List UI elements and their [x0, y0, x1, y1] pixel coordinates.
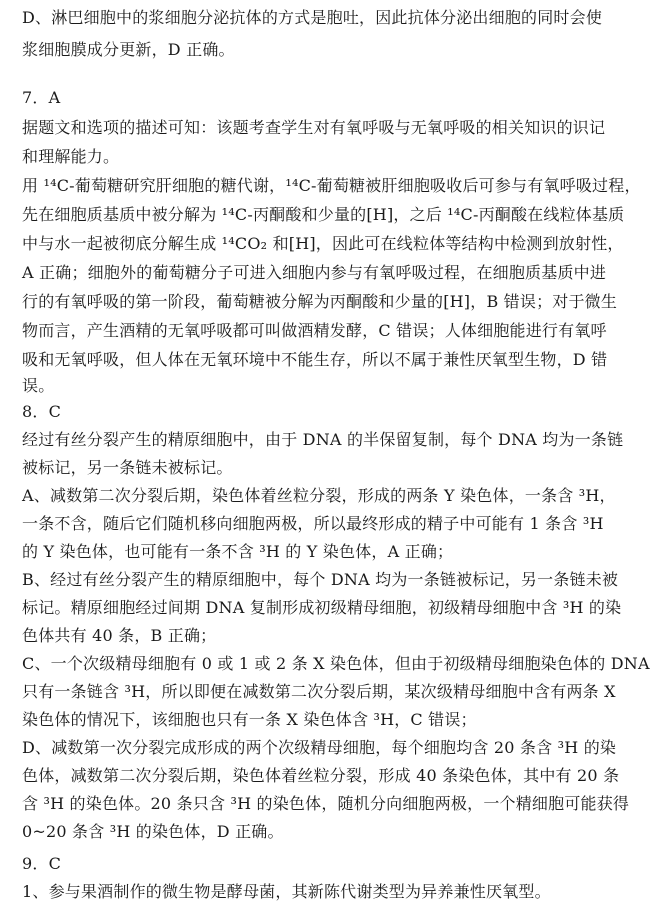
text-line: 中与水一起被彻底分解生成 ¹⁴CO₂ 和[H]，因此可在线粒体等结构中检测到放射性，: [22, 234, 624, 253]
answer-heading: 8．C: [22, 402, 62, 421]
text-line: 被标记，另一条链未被标记。: [22, 458, 233, 477]
text-line: 的 Y 染色体，也可能有一条不含 ³H 的 Y 染色体，A 正确；: [22, 542, 454, 561]
text-line: 据题文和选项的描述可知：该题考查学生对有氧呼吸与无氧呼吸的相关知识的识记: [22, 118, 606, 137]
text-line: 色体共有 40 条，B 正确；: [22, 626, 217, 645]
text-line: A 正确；细胞外的葡萄糖分子可进入细胞内参与有氧呼吸过程，在细胞质基质中进: [22, 263, 607, 282]
text-line: 误。: [22, 376, 55, 395]
text-line: 用 ¹⁴C-葡萄糖研究肝细胞的糖代谢，¹⁴C-葡萄糖被肝细胞吸收后可参与有氧呼吸过程，: [22, 176, 641, 195]
text-line: B、经过有丝分裂产生的精原细胞中，每个 DNA 均为一条链被标记，另一条链未被: [22, 570, 619, 589]
text-line: 吸和无氧呼吸，但人体在无氧环境中不能生存，所以不属于兼性厌氧型生物，D 错: [22, 350, 608, 369]
text-line: 经过有丝分裂产生的精原细胞中，由于 DNA 的半保留复制，每个 DNA 均为一条链: [22, 430, 624, 449]
text-line: 含 ³H 的染色体。20 条只含 ³H 的染色体，随机分向细胞两极，一个精细胞可能获得: [22, 794, 630, 813]
text-line: 一条不含，随后它们随机移向细胞两极，所以最终形成的精子中可能有 1 条含 ³H: [22, 514, 604, 533]
text-line: 和理解能力。: [22, 147, 120, 166]
text-line: 只有一条链含 ³H，所以即便在减数第二次分裂后期，某次级精母细胞中含有两条 X: [22, 682, 616, 701]
text-line: 0~20 条含 ³H 的染色体，D 正确。: [22, 822, 284, 841]
text-line: 浆细胞膜成分更新，D 正确。: [22, 40, 235, 59]
text-line: 行的有氧呼吸的第一阶段，葡萄糖被分解为丙酮酸和少量的[H]，B 错误；对于微生: [22, 292, 618, 311]
text-line: A、减数第二次分裂后期，染色体着丝粒分裂，形成的两条 Y 染色体，一条含 ³H，: [22, 486, 616, 505]
text-line: 染色体的情况下，该细胞也只有一条 X 染色体含 ³H，C 错误；: [22, 710, 477, 729]
text-line: D、淋巴细胞中的浆细胞分泌抗体的方式是胞吐，因此抗体分泌出细胞的同时会使: [22, 8, 603, 27]
text-line: 物而言，产生酒精的无氧呼吸都可叫做酒精发酵，C 错误；人体细胞能进行有氧呼: [22, 321, 607, 340]
answer-heading: 9．C: [22, 854, 62, 873]
text-line: 先在细胞质基质中被分解为 ¹⁴C-丙酮酸和少量的[H]，之后 ¹⁴C-丙酮酸在线粒体基质: [22, 205, 625, 224]
answer-heading: 7．A: [22, 88, 61, 107]
text-line: 色体，减数第二次分裂后期，染色体着丝粒分裂，形成 40 条染色体，其中有 20 条: [22, 766, 620, 785]
text-line: 1、参与果酒制作的微生物是酵母菌，其新陈代谢类型为异养兼性厌氧型。: [22, 882, 551, 901]
text-line: 标记。精原细胞经过间期 DNA 复制形成初级精母细胞，初级精母细胞中含 ³H 的染: [22, 598, 622, 617]
text-line: C、一个次级精母细胞有 0 或 1 或 2 条 X 染色体，但由于初级精母细胞染色体的 DNA: [22, 654, 650, 673]
text-line: D、减数第一次分裂完成形成的两个次级精母细胞，每个细胞均含 20 条含 ³H 的染: [22, 738, 617, 757]
